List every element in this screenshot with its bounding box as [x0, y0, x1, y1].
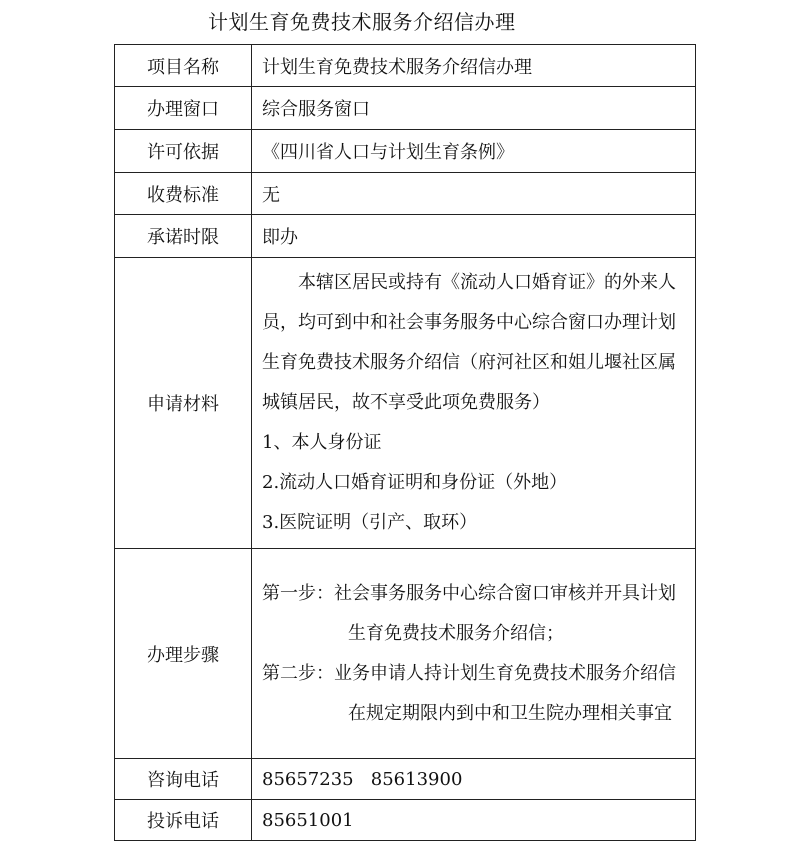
steps-value	[252, 549, 696, 759]
row-label: 申请材料	[115, 258, 252, 549]
materials-intro: 本辖区居民或持有《流动人口婚育证》的外来人员，均可到中和社会事务服务中心综合窗口办理计划生育免费技术服务介绍信（府河社区和姐儿堰社区属城镇居民，故不享受此项免费服务）	[262, 272, 676, 413]
row-label: 许可依据	[115, 130, 252, 173]
window-value: 综合服务窗口	[252, 87, 696, 130]
table-row	[115, 87, 696, 130]
materials-item: 3.医院证明（引产、取环）	[262, 512, 478, 533]
table-row	[115, 173, 696, 215]
table-row	[115, 130, 696, 173]
basis-value: 《四川省人口与计划生育条例》	[252, 130, 696, 173]
row-label: 办理步骤	[115, 549, 252, 759]
table-row	[115, 800, 696, 841]
row-label: 收费标准	[115, 173, 252, 215]
materials-value	[252, 258, 696, 549]
consult-phone-value: 85657235 85613900	[252, 759, 696, 800]
materials-item: 1、本人身份证	[262, 432, 382, 453]
row-label: 承诺时限	[115, 215, 252, 258]
document-title: 计划生育免费技术服务介绍信办理	[208, 10, 516, 34]
materials-item: 2.流动人口婚育证明和身份证（外地）	[262, 472, 568, 493]
row-label: 投诉电话	[115, 800, 252, 841]
step-item: 第一步：社会事务服务中心综合窗口审核并开具计划生育免费技术服务介绍信；	[262, 582, 676, 644]
fee-value: 无	[252, 173, 696, 215]
row-label: 咨询电话	[115, 759, 252, 800]
complaint-phone-value: 85651001	[252, 800, 696, 841]
table-row	[115, 759, 696, 800]
step-item: 第二步：业务申请人持计划生育免费技术服务介绍信在规定期限内到中和卫生院办理相关事宜	[262, 662, 676, 724]
service-info-table	[114, 44, 696, 841]
row-label: 项目名称	[115, 45, 252, 87]
table-row	[115, 258, 696, 549]
row-label: 办理窗口	[115, 87, 252, 130]
table-row	[115, 45, 696, 87]
item-name-value: 计划生育免费技术服务介绍信办理	[252, 45, 696, 87]
table-row	[115, 549, 696, 759]
time-limit-value: 即办	[252, 215, 696, 258]
table-row	[115, 215, 696, 258]
